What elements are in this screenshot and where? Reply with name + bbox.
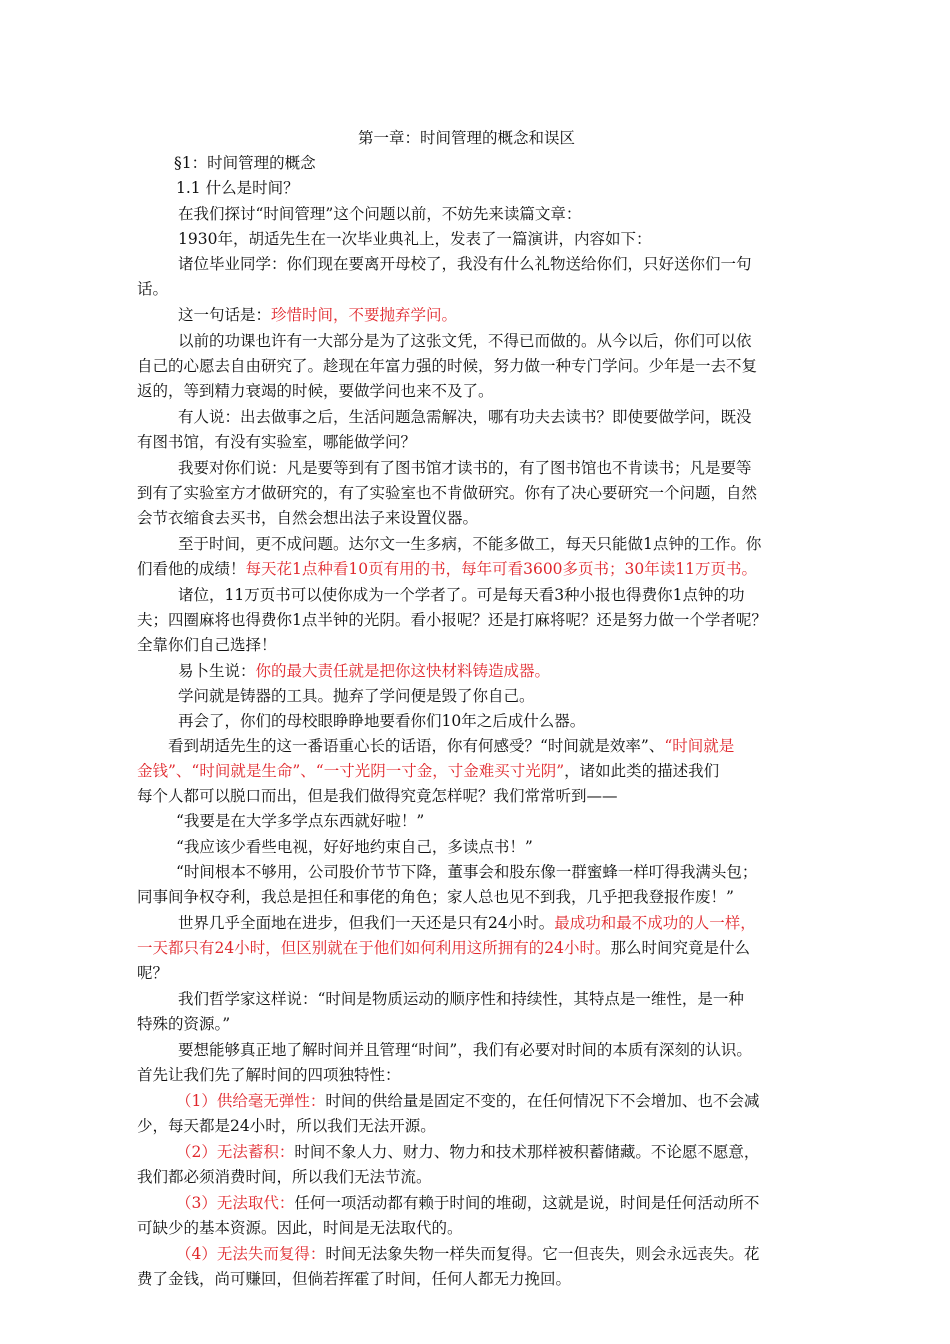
paragraph-line: 1930年，胡适先生在一次毕业典礼上，发表了一篇演讲，内容如下： — [178, 230, 652, 248]
text-run: 那么时间究竟是什么 — [610, 939, 750, 957]
list-item — [176, 1192, 759, 1214]
text-run: 任何一项活动都有赖于时间的堆砌，这就是说，时间是任何活动所不 — [294, 1194, 760, 1212]
quote-line: 同事间争权夺利，我总是担任和事佬的角色；家人总也见不到我，几乎把我登报作废！” — [137, 888, 734, 906]
paragraph-line — [137, 558, 757, 580]
paragraph-line: 在我们探讨“时间管理”这个问题以前，不妨先来读篇文章： — [178, 205, 582, 223]
highlight-text: 最成功和最不成功的人一样， — [554, 914, 756, 932]
paragraph-line — [168, 735, 734, 757]
text-run: 时间的供给量是固定不变的，在任何情况下不会增加、也不会减 — [325, 1092, 760, 1110]
paragraph-line: 学问就是铸器的工具。抛弃了学问便是毁了你自己。 — [178, 687, 535, 705]
paragraph-line: 至于时间，更不成问题。达尔文一生多病，不能多做工，每天只能做1点钟的工作。你 — [178, 535, 762, 553]
text-run: 易卜生说： — [178, 662, 256, 680]
paragraph-line: 以前的功课也许有一大部分是为了这张文凭，不得已而做的。从今以后，你们可以依 — [178, 332, 752, 350]
paragraph-line: 会节衣缩食去买书，自然会想出法子来设置仪器。 — [137, 509, 479, 527]
text-run: 时间无法象失物一样失而复得。它一但丧失，则会永远丧失。花 — [325, 1245, 760, 1263]
paragraph-line: 话。 — [137, 280, 169, 298]
list-item-label: （3）无法取代： — [176, 1194, 295, 1212]
paragraph-line: 到有了实验室方才做研究的，有了实验室也不肯做研究。你有了决心要研究一个问题，自然 — [137, 484, 758, 502]
paragraph-line: 诸位，11万页书可以使你成为一个学者了。可是每天看3种小报也得费你1点钟的功 — [178, 586, 745, 604]
paragraph-line: 再会了，你们的母校眼睁睁地要看你们10年之后成什么器。 — [178, 712, 586, 730]
quote-line: “时间根本不够用，公司股价节节下降，董事会和股东像一群蜜蜂一样叮得我满头包； — [176, 863, 758, 881]
text-run: 世界几乎全面地在进步，但我们一天还是只有24小时。 — [178, 914, 555, 932]
subsection-heading: 1.1 什么是时间？ — [176, 179, 299, 197]
paragraph-line: 可缺少的基本资源。因此，时间是无法取代的。 — [137, 1219, 463, 1237]
list-item-label: （1）供给毫无弹性： — [176, 1092, 326, 1110]
list-item — [176, 1090, 759, 1112]
text-run: 这一句话是： — [178, 306, 272, 324]
list-item — [176, 1141, 759, 1163]
paragraph-line: 夫；四圈麻将也得费你1点半钟的光阴。看小报呢？还是打麻将呢？还是努力做一个学者呢？ — [137, 611, 767, 629]
paragraph-line: 首先让我们先了解时间的四项独特性： — [137, 1066, 401, 1084]
paragraph-line: 全靠你们自己选择！ — [137, 636, 277, 654]
paragraph-line: 自己的心愿去自由研究了。趁现在年富力强的时候，努力做一种专门学问。少年是一去不复 — [137, 357, 758, 375]
paragraph-line: 我们哲学家这样说：“时间是物质运动的顺序性和持续性，其特点是一维性，是一种 — [178, 990, 744, 1008]
paragraph-line: 费了金钱，尚可赚回，但倘若挥霍了时间，任何人都无力挽回。 — [137, 1270, 572, 1288]
list-item-label: （4）无法失而复得： — [176, 1245, 326, 1263]
paragraph-line: 有人说：出去做事之后，生活问题急需解决，哪有功夫去读书？即使要做学问，既没 — [178, 408, 752, 426]
list-item-label: （2）无法蓄积： — [176, 1143, 295, 1161]
paragraph-line: 少，每天都是24小时，所以我们无法开源。 — [137, 1117, 436, 1135]
paragraph-line — [137, 760, 719, 782]
highlight-text: 你的最大责任就是把你这快材料铸造成器。 — [255, 662, 551, 680]
text-run: ，诸如此类的描述我们 — [564, 762, 720, 780]
paragraph-line: 诸位毕业同学：你们现在要离开母校了，我没有什么礼物送给你们，只好送你们一句 — [178, 255, 752, 273]
paragraph-line: 特殊的资源。” — [137, 1015, 231, 1033]
paragraph-line: 每个人都可以脱口而出，但是我们做得究竟怎样呢？我们常常听到—— — [137, 787, 618, 805]
paragraph-line: 有图书馆，有没有实验室，哪能做学问？ — [137, 433, 417, 451]
highlight-text: 每天花1点种看10页有用的书，每年可看3600多页书；30年读11万页书。 — [245, 560, 757, 578]
highlight-text: 金钱”、“时间就是生命”、“一寸光阴一寸金，寸金难买寸光阴” — [137, 762, 565, 780]
chapter-title: 第一章：时间管理的概念和误区 — [358, 129, 576, 147]
paragraph-line: 要想能够真正地了解时间并且管理“时间”，我们有必要对时间的本质有深刻的认识。 — [178, 1041, 752, 1059]
paragraph-line — [137, 937, 750, 959]
quote-line: “我应该少看些电视，好好地约束自己，多读点书！” — [176, 838, 533, 856]
paragraph-line: 呢？ — [137, 964, 169, 982]
highlight-text: 一天都只有24小时，但区别就在于他们如何利用这所拥有的24小时。 — [137, 939, 611, 957]
paragraph-line: 我要对你们说：凡是要等到有了图书馆才读书的，有了图书馆也不肯读书；凡是要等 — [178, 459, 752, 477]
quote-line: “我要是在大学多学点东西就好啦！” — [176, 812, 425, 830]
highlight-text: “时间就是 — [664, 737, 735, 755]
text-run: 看到胡适先生的这一番语重心长的话语，你有何感受？“时间就是效率”、 — [168, 737, 665, 755]
text-run: 时间不象人力、财力、物力和技术那样被积蓄储藏。不论愿不愿意， — [294, 1143, 760, 1161]
paragraph-line — [178, 660, 550, 682]
section-heading: §1：时间管理的概念 — [174, 154, 316, 172]
paragraph-line — [178, 912, 756, 934]
paragraph-line: 我们都必须消费时间，所以我们无法节流。 — [137, 1168, 432, 1186]
paragraph-line: 返的，等到精力衰竭的时候，要做学问也来不及了。 — [137, 382, 494, 400]
paragraph-line — [178, 304, 457, 326]
highlight-text: 珍惜时间，不要抛弃学问。 — [271, 306, 458, 324]
list-item — [176, 1243, 759, 1265]
text-run: 们看他的成绩！ — [137, 560, 246, 578]
